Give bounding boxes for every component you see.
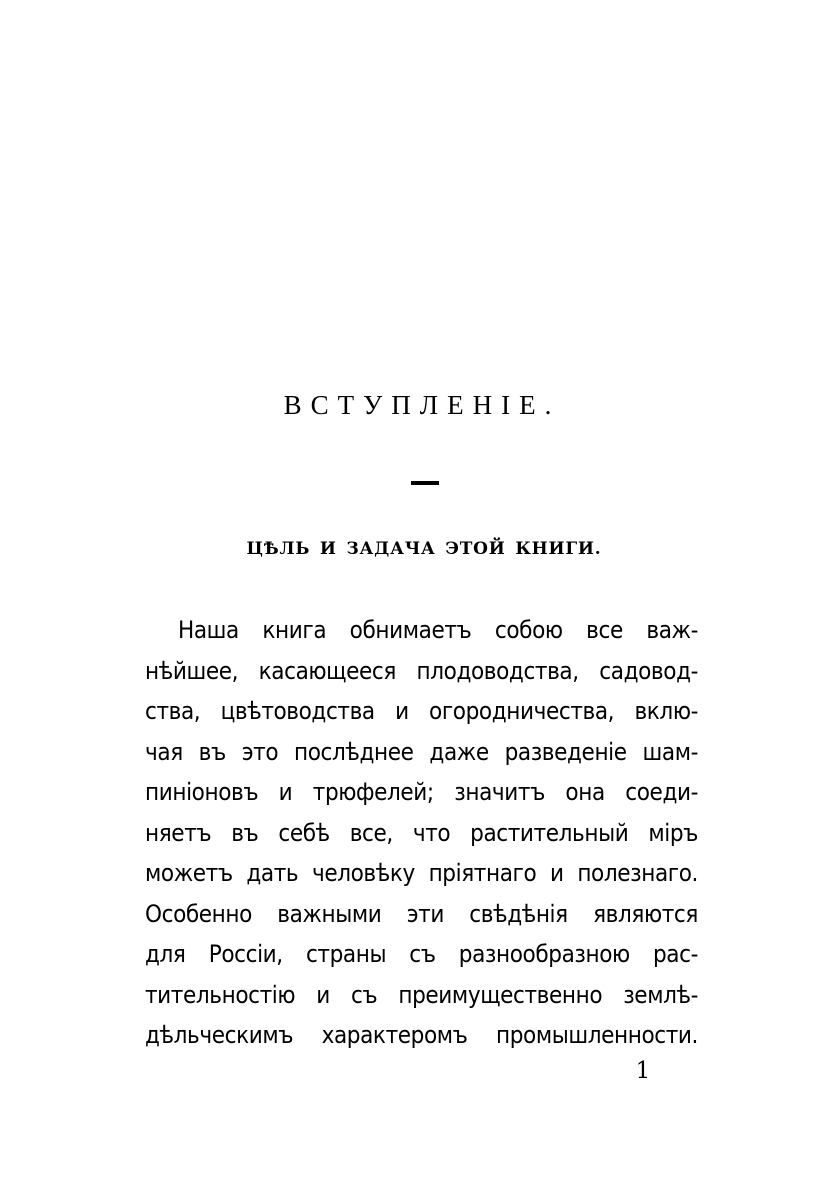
paragraph-line: нѣйшее, касающееся плодоводства, садовод- <box>145 656 698 685</box>
paragraph-line: Наша книга обнимаетъ собою все важ- <box>178 616 698 644</box>
section-title: ЦѢЛЬ И ЗАДАЧА ЭТОЙ КНИГИ. <box>246 539 602 559</box>
page-number: 1 <box>635 1058 651 1084</box>
paragraph-line: Особенно важными эти свѣдѣнія являются <box>145 899 698 928</box>
paragraph-line: можетъ дать человѣку пріятнаго и полезнаго. <box>145 859 698 887</box>
paragraph-line: чая въ это послѣднее даже разведеніе шам- <box>145 737 698 766</box>
paragraph-line: для Россіи, страны съ разнообразною рас- <box>145 940 698 968</box>
paragraph-line: пиніоновъ и трюфелей; значитъ она соеди- <box>145 778 698 806</box>
paragraph-line: дѣльческимъ характеромъ промышленности. <box>145 1021 698 1049</box>
paragraph-line: ства, цвѣтоводства и огородничества, вклю- <box>145 697 698 725</box>
paragraph-line: тительностію и съ преимущественно землѣ- <box>145 980 698 1009</box>
paragraph-line: няетъ въ себѣ все, что растительный міръ <box>145 818 698 847</box>
title-divider-rule <box>411 481 439 485</box>
body-paragraph <box>145 610 698 1056</box>
chapter-title: ВСТУПЛЕНІЕ. <box>283 390 561 420</box>
